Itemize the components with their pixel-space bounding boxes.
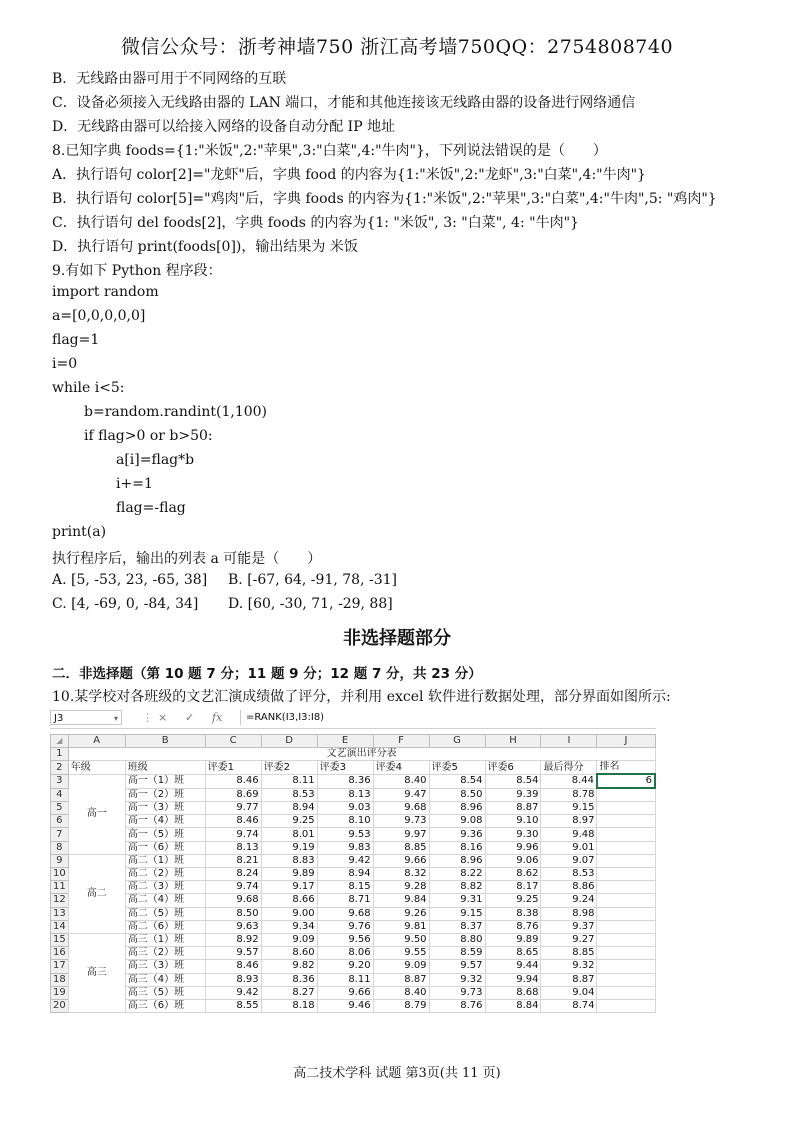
score-cell[interactable]: 9.84	[373, 894, 429, 907]
score-cell[interactable]: 8.11	[317, 973, 373, 986]
score-cell[interactable]: 9.68	[373, 802, 429, 815]
class-cell[interactable]: 高二（2）班	[125, 868, 205, 881]
table-row	[51, 999, 656, 1012]
score-cell[interactable]: 8.79	[373, 999, 429, 1012]
question-9-ask: 执行程序后，输出的列表 a 可能是（ ）	[52, 551, 322, 567]
header-cell[interactable]: 评委2	[261, 761, 317, 775]
score-cell[interactable]: 8.37	[429, 920, 485, 933]
rank-cell[interactable]: 6	[597, 774, 655, 788]
grade-cell[interactable]: 高二	[68, 854, 125, 933]
score-cell[interactable]: 9.63	[205, 920, 261, 933]
header-cell[interactable]: 评委6	[485, 761, 541, 775]
formula-input[interactable]: =RANK(I3,I3:I8)	[240, 710, 654, 725]
score-cell[interactable]: 8.10	[317, 815, 373, 828]
score-cell[interactable]: 8.84	[485, 999, 541, 1012]
table-row	[51, 973, 656, 986]
score-cell[interactable]: 9.15	[429, 907, 485, 920]
row-header[interactable]: 18	[51, 973, 69, 986]
triangle-icon: ◢	[56, 736, 63, 746]
code-line: import random	[52, 284, 159, 300]
header-cell[interactable]: 排名	[597, 761, 655, 775]
score-cell[interactable]: 8.82	[429, 881, 485, 894]
header-cell[interactable]: 年级	[68, 761, 125, 775]
score-cell[interactable]: 9.96	[485, 841, 541, 854]
header-cell[interactable]: 评委4	[373, 761, 429, 775]
score-cell[interactable]: 8.32	[373, 868, 429, 881]
score-cell[interactable]: 8.74	[541, 999, 597, 1012]
q8-option-c: C．执行语句 del foods[2]，字典 foods 的内容为{1: "米饭", 3: "白菜", 4: "牛肉"}	[52, 215, 579, 231]
score-cell[interactable]: 8.21	[205, 854, 261, 867]
score-cell[interactable]: 9.01	[541, 841, 597, 854]
row-header[interactable]: 11	[51, 881, 69, 894]
score-cell[interactable]: 8.76	[485, 920, 541, 933]
row-header[interactable]: 2	[51, 761, 69, 775]
row-header[interactable]: 7	[51, 828, 69, 841]
rank-cell[interactable]	[597, 894, 655, 907]
rank-cell[interactable]	[597, 973, 655, 986]
score-cell[interactable]: 9.28	[373, 881, 429, 894]
row-header[interactable]: 12	[51, 894, 69, 907]
column-header[interactable]: A	[68, 735, 125, 748]
table-row	[51, 774, 656, 788]
column-header[interactable]: D	[261, 735, 317, 748]
table-row	[51, 960, 656, 973]
code-line: if flag>0 or b>50:	[84, 428, 213, 444]
rank-cell[interactable]	[597, 907, 655, 920]
rank-cell[interactable]	[597, 868, 655, 881]
score-cell[interactable]: 9.25	[485, 894, 541, 907]
score-cell[interactable]: 9.31	[429, 894, 485, 907]
row-header[interactable]: 20	[51, 999, 69, 1012]
score-cell[interactable]: 8.94	[317, 868, 373, 881]
rank-cell[interactable]	[597, 947, 655, 960]
score-cell[interactable]: 9.44	[485, 960, 541, 973]
select-all-corner[interactable]	[51, 735, 69, 748]
score-cell[interactable]: 8.66	[261, 894, 317, 907]
score-cell[interactable]: 9.89	[261, 868, 317, 881]
column-header[interactable]: E	[317, 735, 373, 748]
header-cell[interactable]: 评委1	[205, 761, 261, 775]
row-header[interactable]: 4	[51, 788, 69, 801]
rank-cell[interactable]	[597, 788, 655, 801]
q9-option-d: D. [60, -30, 71, -29, 88]	[228, 596, 393, 612]
score-cell[interactable]: 9.53	[317, 828, 373, 841]
column-header[interactable]: I	[541, 735, 597, 748]
score-cell[interactable]: 9.73	[373, 815, 429, 828]
score-cell[interactable]: 9.36	[429, 828, 485, 841]
score-cell[interactable]: 8.69	[205, 788, 261, 801]
score-cell[interactable]: 8.27	[261, 986, 317, 999]
rank-cell[interactable]	[597, 802, 655, 815]
score-cell[interactable]: 9.37	[541, 920, 597, 933]
score-cell[interactable]: 8.24	[205, 868, 261, 881]
score-cell[interactable]: 8.50	[205, 907, 261, 920]
score-cell[interactable]: 8.87	[541, 973, 597, 986]
score-cell[interactable]: 8.80	[429, 933, 485, 946]
row-header[interactable]: 19	[51, 986, 69, 999]
grade-cell[interactable]: 高三	[68, 933, 125, 1012]
score-cell[interactable]: 9.48	[541, 828, 597, 841]
table-row	[51, 841, 656, 854]
score-cell[interactable]: 8.92	[205, 933, 261, 946]
table-row	[51, 854, 656, 867]
rank-cell[interactable]	[597, 960, 655, 973]
row-header[interactable]: 14	[51, 920, 69, 933]
sheet-row	[51, 748, 656, 761]
table-row	[51, 907, 656, 920]
q8-option-b: B．执行语句 color[5]="鸡肉"后，字典 foods 的内容为{1:"米饭",2:"苹果",3:"白菜",4:"牛肉",5: "鸡肉"}	[52, 191, 717, 207]
score-cell[interactable]: 8.85	[373, 841, 429, 854]
rank-cell[interactable]	[597, 986, 655, 999]
row-header[interactable]: 8	[51, 841, 69, 854]
class-cell[interactable]: 高二（1）班	[125, 854, 205, 867]
score-cell[interactable]: 9.24	[541, 894, 597, 907]
score-cell[interactable]: 8.22	[429, 868, 485, 881]
q9-option-c: C. [4, -69, 0, -84, 34]	[52, 596, 199, 612]
score-cell[interactable]: 9.74	[205, 828, 261, 841]
score-cell[interactable]: 9.26	[373, 907, 429, 920]
rank-cell[interactable]	[597, 815, 655, 828]
score-cell[interactable]: 9.47	[373, 788, 429, 801]
score-cell[interactable]: 8.71	[317, 894, 373, 907]
score-cell[interactable]: 8.40	[373, 986, 429, 999]
formula-bar	[50, 708, 656, 729]
table-row	[51, 828, 656, 841]
score-cell[interactable]: 9.68	[205, 894, 261, 907]
score-cell[interactable]: 8.16	[429, 841, 485, 854]
score-cell[interactable]: 8.54	[485, 774, 541, 788]
class-cell[interactable]: 高一（5）班	[125, 828, 205, 841]
table-row	[51, 894, 656, 907]
score-cell[interactable]: 9.42	[205, 986, 261, 999]
code-line: print(a)	[52, 524, 107, 540]
score-cell[interactable]: 9.97	[373, 828, 429, 841]
score-cell[interactable]: 8.40	[373, 774, 429, 788]
rank-cell[interactable]	[597, 881, 655, 894]
question-10-stem: 10.某学校对各班级的文艺汇演成绩做了评分，并利用 excel 软件进行数据处理，部分界面如图所示:	[52, 689, 671, 705]
score-cell[interactable]: 9.09	[261, 933, 317, 946]
option-d-router: D．无线路由器可以给接入网络的设备自动分配 IP 地址	[52, 119, 396, 135]
table-row	[51, 868, 656, 881]
column-header[interactable]: G	[429, 735, 485, 748]
sheet-row	[51, 761, 656, 775]
row-header[interactable]: 6	[51, 815, 69, 828]
column-header[interactable]: C	[205, 735, 261, 748]
grade-cell[interactable]: 高一	[68, 774, 125, 854]
score-cell[interactable]: 8.11	[261, 774, 317, 788]
score-cell[interactable]: 8.76	[429, 999, 485, 1012]
code-line: b=random.randint(1,100)	[84, 404, 268, 420]
score-cell[interactable]: 9.55	[373, 947, 429, 960]
score-cell[interactable]: 8.46	[205, 774, 261, 788]
score-cell[interactable]: 8.96	[429, 802, 485, 815]
option-b-router: B．无线路由器可用于不同网络的互联	[52, 71, 287, 87]
more-icon: ⋮	[142, 711, 153, 724]
header-cell[interactable]: 评委3	[317, 761, 373, 775]
rank-cell[interactable]	[597, 841, 655, 854]
score-cell[interactable]: 9.25	[261, 815, 317, 828]
table-row	[51, 933, 656, 946]
class-cell[interactable]: 高一（3）班	[125, 802, 205, 815]
score-cell[interactable]: 9.94	[485, 973, 541, 986]
score-cell[interactable]: 8.98	[541, 907, 597, 920]
header-cell[interactable]: 最后得分	[541, 761, 597, 775]
score-cell[interactable]: 8.78	[541, 788, 597, 801]
score-cell[interactable]: 9.89	[485, 933, 541, 946]
option-c-router: C．设备必须接入无线路由器的 LAN 端口，才能和其他连接该无线路由器的设备进行网络通信	[52, 95, 636, 111]
score-cell[interactable]: 9.15	[541, 802, 597, 815]
q8-option-a: A．执行语句 color[2]="龙虾"后，字典 food 的内容为{1:"米饭",2:"龙虾",3:"白菜",4:"牛肉"}	[52, 167, 646, 183]
class-cell[interactable]: 高二（6）班	[125, 920, 205, 933]
score-cell[interactable]: 9.34	[261, 920, 317, 933]
row-header[interactable]: 16	[51, 947, 69, 960]
class-cell[interactable]: 高一（4）班	[125, 815, 205, 828]
row-header[interactable]: 10	[51, 868, 69, 881]
score-cell[interactable]: 9.77	[205, 802, 261, 815]
code-line: while i<5:	[52, 380, 125, 396]
score-cell[interactable]: 8.50	[429, 788, 485, 801]
score-cell[interactable]: 8.01	[261, 828, 317, 841]
column-header[interactable]: H	[485, 735, 541, 748]
sheet-title-cell[interactable]: 文艺演出评分表	[68, 748, 655, 761]
score-cell[interactable]: 8.94	[261, 802, 317, 815]
score-cell[interactable]: 8.18	[261, 999, 317, 1012]
score-cell[interactable]: 8.36	[261, 973, 317, 986]
score-cell[interactable]: 9.73	[429, 986, 485, 999]
excel-screenshot	[50, 708, 656, 1038]
rank-cell[interactable]	[597, 933, 655, 946]
row-header[interactable]: 17	[51, 960, 69, 973]
score-cell[interactable]: 9.42	[317, 854, 373, 867]
score-cell[interactable]: 8.93	[205, 973, 261, 986]
table-row	[51, 815, 656, 828]
score-cell[interactable]: 8.36	[317, 774, 373, 788]
score-cell[interactable]: 9.46	[317, 999, 373, 1012]
score-cell[interactable]: 9.82	[261, 960, 317, 973]
table-row	[51, 788, 656, 801]
score-cell[interactable]: 8.13	[317, 788, 373, 801]
score-cell[interactable]: 9.66	[317, 986, 373, 999]
score-cell[interactable]: 8.15	[317, 881, 373, 894]
class-cell[interactable]: 高三（1）班	[125, 933, 205, 946]
chevron-down-icon[interactable]: ▾	[113, 714, 118, 723]
column-header-row	[51, 735, 656, 748]
rank-cell[interactable]	[597, 999, 655, 1012]
score-cell[interactable]: 9.04	[541, 986, 597, 999]
code-line: a[i]=flag*b	[116, 452, 195, 468]
score-cell[interactable]: 9.09	[373, 960, 429, 973]
class-cell[interactable]: 高三（6）班	[125, 999, 205, 1012]
code-line: i=0	[52, 356, 78, 372]
class-cell[interactable]: 高三（3）班	[125, 960, 205, 973]
row-header[interactable]: 1	[51, 748, 69, 761]
score-cell[interactable]: 8.46	[205, 815, 261, 828]
score-cell[interactable]: 8.85	[541, 947, 597, 960]
class-cell[interactable]: 高二（4）班	[125, 894, 205, 907]
cancel-icon[interactable]: ×	[158, 711, 168, 724]
row-header[interactable]: 13	[51, 907, 69, 920]
score-cell[interactable]: 9.57	[429, 960, 485, 973]
table-row	[51, 881, 656, 894]
class-cell[interactable]: 高三（4）班	[125, 973, 205, 986]
class-cell[interactable]: 高一（2）班	[125, 788, 205, 801]
score-cell[interactable]: 9.76	[317, 920, 373, 933]
score-cell[interactable]: 8.13	[205, 841, 261, 854]
score-cell[interactable]: 8.17	[485, 881, 541, 894]
score-cell[interactable]: 8.53	[541, 868, 597, 881]
row-header[interactable]: 3	[51, 774, 69, 788]
table-row	[51, 947, 656, 960]
column-header[interactable]: J	[597, 735, 655, 748]
score-cell[interactable]: 8.86	[541, 881, 597, 894]
score-cell[interactable]: 8.83	[261, 854, 317, 867]
spreadsheet-grid	[50, 734, 656, 1013]
score-cell[interactable]: 9.68	[317, 907, 373, 920]
question-8-stem: 8.已知字典 foods={1:"米饭",2:"苹果",3:"白菜",4:"牛肉"}，下列说法错误的是（ ）	[52, 143, 607, 159]
score-cell[interactable]: 9.30	[485, 828, 541, 841]
score-cell[interactable]: 8.60	[261, 947, 317, 960]
score-cell[interactable]: 8.54	[429, 774, 485, 788]
score-cell[interactable]: 9.56	[317, 933, 373, 946]
score-cell[interactable]: 9.10	[485, 815, 541, 828]
class-cell[interactable]: 高三（5）班	[125, 986, 205, 999]
name-box[interactable]	[50, 710, 122, 725]
q9-option-b: B. [-67, 64, -91, 78, -31]	[228, 572, 397, 588]
score-cell[interactable]: 9.07	[541, 854, 597, 867]
row-header[interactable]: 9	[51, 854, 69, 867]
score-cell[interactable]: 9.66	[373, 854, 429, 867]
rank-cell[interactable]	[597, 828, 655, 841]
score-cell[interactable]: 9.81	[373, 920, 429, 933]
table-row	[51, 986, 656, 999]
score-cell[interactable]: 8.53	[261, 788, 317, 801]
code-line: a=[0,0,0,0,0]	[52, 308, 146, 324]
score-cell[interactable]: 8.55	[205, 999, 261, 1012]
score-cell[interactable]: 9.32	[541, 960, 597, 973]
score-cell[interactable]: 8.65	[485, 947, 541, 960]
header-cell[interactable]: 评委5	[429, 761, 485, 775]
code-line: i+=1	[116, 476, 153, 492]
class-cell[interactable]: 高一（6）班	[125, 841, 205, 854]
q8-option-d: D．执行语句 print(foods[0])，输出结果为 米饭	[52, 239, 358, 255]
question-9-stem: 9.有如下 Python 程序段：	[52, 263, 222, 279]
function-icon[interactable]: fx	[212, 711, 223, 724]
score-cell[interactable]: 8.44	[541, 774, 597, 788]
row-header[interactable]: 15	[51, 933, 69, 946]
score-cell[interactable]: 9.74	[205, 881, 261, 894]
score-cell[interactable]: 9.50	[373, 933, 429, 946]
score-cell[interactable]: 9.06	[485, 854, 541, 867]
rank-cell[interactable]	[597, 854, 655, 867]
score-cell[interactable]: 9.39	[485, 788, 541, 801]
rank-cell[interactable]	[597, 920, 655, 933]
score-cell[interactable]: 9.03	[317, 802, 373, 815]
class-cell[interactable]: 高二（5）班	[125, 907, 205, 920]
page-header: 微信公众号：浙考神墙750 浙江高考墙750QQ：2754808740	[120, 36, 674, 58]
column-header[interactable]: B	[125, 735, 205, 748]
score-cell[interactable]: 9.17	[261, 881, 317, 894]
score-cell[interactable]: 8.96	[429, 854, 485, 867]
score-cell[interactable]: 8.59	[429, 947, 485, 960]
enter-icon[interactable]: ✓	[185, 711, 195, 724]
section-title: 非选择题部分	[343, 628, 451, 649]
score-cell[interactable]: 9.27	[541, 933, 597, 946]
row-header[interactable]: 5	[51, 802, 69, 815]
class-cell[interactable]: 高三（2）班	[125, 947, 205, 960]
score-cell[interactable]: 8.62	[485, 868, 541, 881]
table-row	[51, 920, 656, 933]
score-cell[interactable]: 9.83	[317, 841, 373, 854]
score-cell[interactable]: 9.19	[261, 841, 317, 854]
code-line: flag=1	[52, 332, 100, 348]
score-cell[interactable]: 8.38	[485, 907, 541, 920]
score-cell[interactable]: 8.97	[541, 815, 597, 828]
score-cell[interactable]: 9.00	[261, 907, 317, 920]
score-cell[interactable]: 9.32	[429, 973, 485, 986]
column-header[interactable]: F	[373, 735, 429, 748]
name-box-value: J3	[54, 713, 64, 724]
table-row	[51, 802, 656, 815]
score-cell[interactable]: 9.57	[205, 947, 261, 960]
score-cell[interactable]: 8.68	[485, 986, 541, 999]
part-heading: 二．非选择题（第 10 题 7 分；11 题 9 分；12 题 7 分，共 23 分）	[52, 666, 482, 682]
q9-option-a: A. [5, -53, 23, -65, 38]	[52, 572, 208, 588]
score-cell[interactable]: 8.46	[205, 960, 261, 973]
score-cell[interactable]: 8.87	[373, 973, 429, 986]
score-cell[interactable]: 9.20	[317, 960, 373, 973]
page-footer: 高二技术学科 试题 第3页(共 11 页)	[293, 1066, 501, 1081]
class-cell[interactable]: 高一（1）班	[125, 774, 205, 788]
class-cell[interactable]: 高二（3）班	[125, 881, 205, 894]
score-cell[interactable]: 9.08	[429, 815, 485, 828]
score-cell[interactable]: 8.87	[485, 802, 541, 815]
score-cell[interactable]: 8.06	[317, 947, 373, 960]
header-cell[interactable]: 班级	[125, 761, 205, 775]
code-line: flag=-flag	[116, 500, 186, 516]
